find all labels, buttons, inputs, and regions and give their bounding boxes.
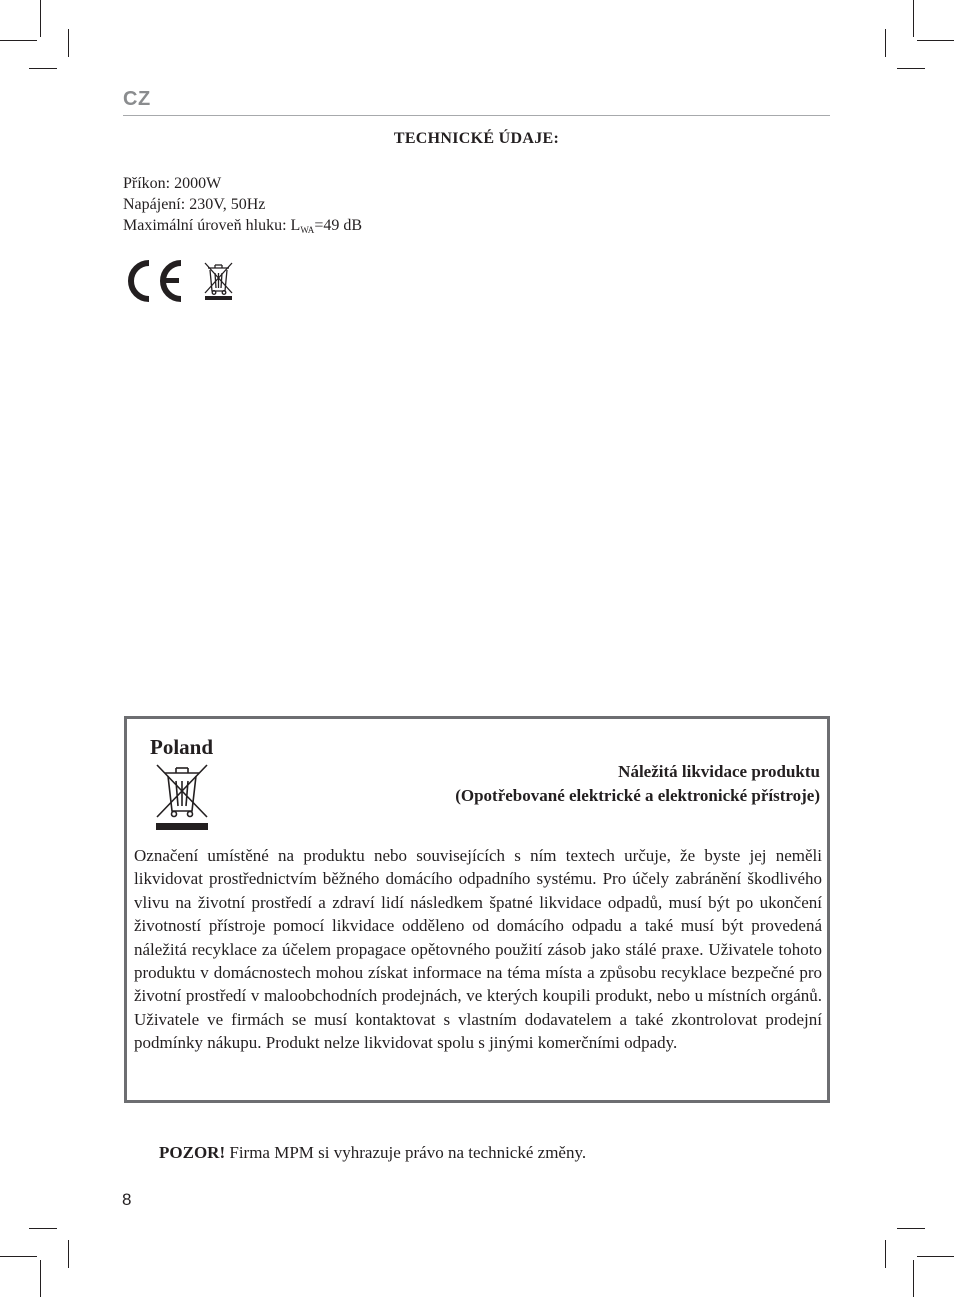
crop-mark (913, 0, 914, 37)
crop-mark (885, 1240, 886, 1268)
crop-mark (913, 1260, 914, 1297)
crop-mark (885, 29, 886, 57)
disposal-info-box (124, 716, 830, 1103)
disposal-heading (455, 760, 820, 808)
weee-crossed-bin-icon (202, 259, 235, 301)
section-title: TECHNICKÉ ÚDAJE: (393, 130, 560, 147)
crop-mark (68, 1240, 69, 1268)
header-divider (123, 115, 830, 116)
spec-supply: Napájení: 230V, 50Hz (123, 196, 266, 213)
disposal-heading-line1: Náležitá likvidace produktu (618, 762, 820, 781)
spec-power: Příkon: 2000W (123, 175, 222, 192)
crop-mark (0, 1256, 37, 1257)
notice (159, 1143, 586, 1163)
crop-mark (40, 0, 41, 37)
country-label: Poland (150, 735, 214, 759)
crop-mark (29, 1228, 57, 1229)
weee-crossed-bin-icon (153, 761, 211, 831)
notice-text: Firma MPM si vyhrazuje právo na technické změny. (225, 1143, 587, 1162)
spec-noise-prefix: Maximální úroveň hluku: L (123, 217, 301, 234)
crop-mark (40, 1260, 41, 1297)
ce-mark-icon (127, 260, 185, 302)
crop-mark (0, 40, 37, 41)
notice-label: POZOR! (159, 1143, 226, 1162)
page-number: 8 (122, 1190, 132, 1209)
disposal-heading-line2: (Opotřebované elektrické a elektronické přístroje) (455, 786, 820, 805)
spec-noise (123, 215, 362, 241)
crop-mark (897, 68, 925, 69)
crop-mark (917, 1256, 954, 1257)
spec-noise-value: =49 dB (314, 217, 363, 234)
crop-mark (29, 68, 57, 69)
crop-mark (917, 40, 954, 41)
crop-mark (68, 29, 69, 57)
crop-mark (897, 1228, 925, 1229)
disposal-body-text: Označení umístěné na produktu nebo souvisejících s ním textech určuje, že byste jej neměli likvidovat prostřednictvím běžného domácího odpadního systému. Pro účely zabránění škodlivého vlivu na životní prostředí a zdraví lidí následkem špatné likvidace odpadů, musí být po ukončení životností přístroje pomocí likvidace odděleno od domácího odpadu a také musí být provedená náležitá recyklace za účelem propagace opětovného použití zásob jako stálé praxe. Uživatele tohoto produktu v domácnostech mohou získat informace na téma místa a způsobu recyklace bezpečné pro životní prostředí v maloobchodních prodejnách, ve kterých koupili produkt, nebo u místních orgánů. Uživatele ve firmách se musí kontaktovat s vlastním dodavatelem a také zkontrolovat prodejní podmínky nákupu. Produkt nelze likvidovat spolu s jinými komerčními odpady. (134, 846, 822, 1053)
spec-noise-subscript: WA (300, 225, 315, 235)
language-code: CZ (123, 88, 151, 110)
technical-specs (123, 173, 362, 241)
